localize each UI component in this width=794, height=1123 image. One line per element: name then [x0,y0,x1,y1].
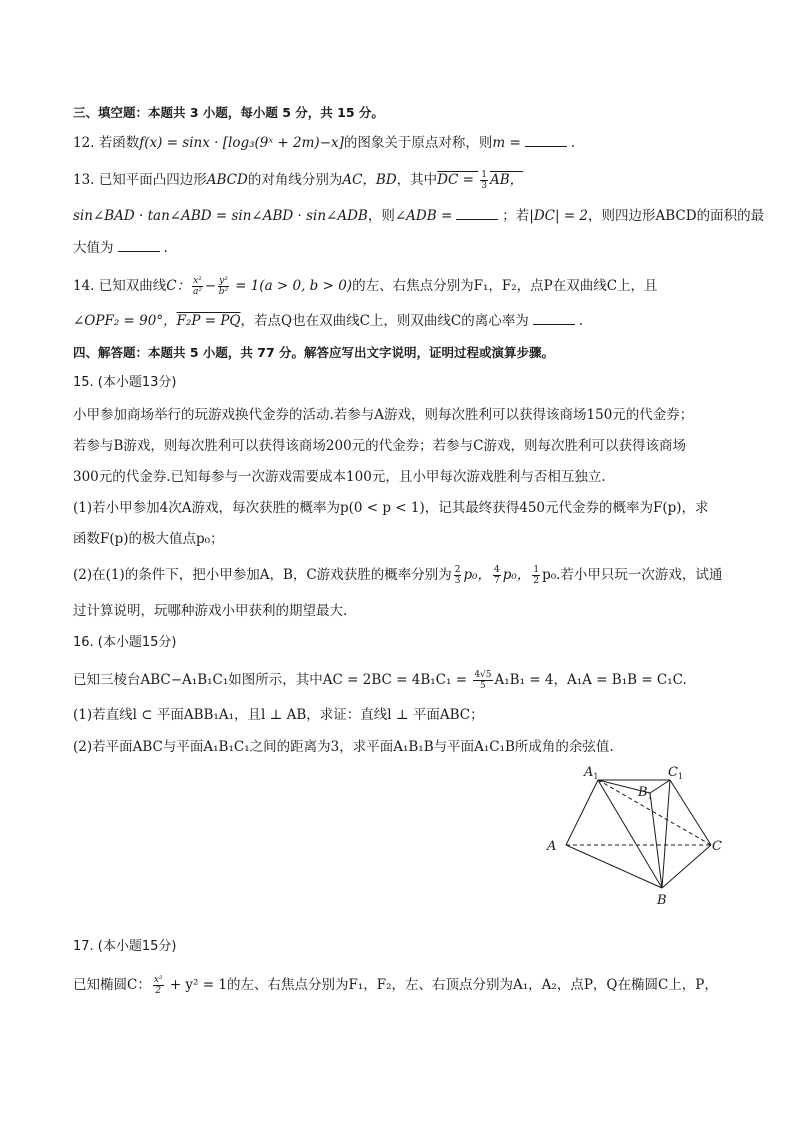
q14-curve: C： [166,278,191,294]
q17-frac-den: 2 [155,986,162,996]
q16-frac-den: 5 [480,681,486,691]
q16-para-1 [73,670,733,691]
q17-frac-num: x² [153,975,163,985]
label-c1: $C_1$ [668,765,684,781]
q15-frac-b-den: 7 [494,576,500,586]
q15-frac-c-den: 2 [533,576,540,586]
q14-prefix: 14. 已知双曲线 [73,278,167,294]
q13-then: ，则 [367,208,395,224]
q13-answer-blank-2 [118,239,160,252]
q15-frac-c [532,565,540,586]
label-b: B [657,893,667,908]
q13-vector-dc: DC = [437,172,479,188]
q12-prefix: 12. 若函数 [73,135,140,151]
q14-text: ，若点Q也在双曲线C上，则双曲线C的离心率为 [240,313,529,329]
q15-para-2: 若参与B游戏，则每次胜利可以获得该商场200元的代金券；若参与C游戏，则每次胜利可以获得该商场 [73,438,687,454]
q12-answer-blank [525,134,567,147]
q13-answer-blank-1 [456,207,498,220]
q15-para-1: 小甲参加商场举行的玩游戏换代金券的活动.若参与A游戏，则每次胜利可以获得该商场150元的代金券； [73,407,694,423]
edge-a1a [566,780,598,845]
question-13-line-1 [73,170,733,191]
q14-frac-x [192,276,203,297]
q15-part-1-cont: 函数F(p)的极大值点p₀； [73,531,224,547]
q17-text-b: + y² = 1的左、右焦点分别为F₁，F₂，左、右顶点分别为A₁，A₂，点P，Q在椭圆C上，P， [165,977,718,993]
question-14-line-2 [73,311,733,331]
q16-fraction [473,670,492,691]
q16-text-a: 已知三棱台ABC−A₁B₁C₁如图所示，其中AC = 2BC = 4B₁C₁ = [73,672,472,688]
q15-frac-a-num: 2 [454,565,461,575]
q12-expression: f(x) = sinx · [log₃(9ˣ + 2m)−x] [139,135,344,151]
q13-mid2: ，其中 [396,172,438,188]
q13-quad: ABCD [206,172,248,188]
q16-part-2: (2)若平面ABC与平面A₁B₁C₁之间的距离为3，求平面A₁B₁B与平面A₁C₁B所成角的余弦值. [73,739,614,755]
q15-frac-b-num: 4 [494,565,500,575]
q12-end: . [570,135,576,151]
q15-pb: p₀， [502,567,531,583]
q17-para-1 [73,975,733,996]
segment-c1b [662,780,670,888]
question-14-line-1: 14. 已知双曲线C： $\frac{\text{x²}}{\text{a²}}$ − $\frac{\text{y²}}{\text{b²}}$ = 1(a > 0, b > 0)的左、右焦点分别为F₁，F₂，点P在双曲线C上，且 [73,276,658,297]
label-b1: $B_1$ [638,785,653,801]
q15-part-2-cont: 过计算说明，玩哪种游戏小甲获利的期望最大. [73,603,348,619]
q13-mid: 的对角线分别为 [247,172,343,188]
q13-condition: |DC| = 2 [529,208,589,224]
q13-vector-ab: AB， [489,172,524,188]
q13-end: . [163,240,168,256]
q15-frac-a [454,565,462,586]
q14-line1-end: 的左、右焦点分别为F₁，F₂，点P在双曲线C上，且 [352,278,658,294]
q15-heading: 15. (本小题13分) [73,375,177,390]
q17-heading: 17. (本小题15分) [73,939,177,954]
q14-angle: ∠OPF₂ = 90°， [73,313,177,329]
q14-y-den: b² [218,287,229,297]
q13-frac-den: 3 [481,181,487,191]
q17-text-a: 已知椭圆C： [73,977,151,993]
section-4-title: 四、解答题：本题共 5 小题，共 77 分。解答应写出文字说明，证明过程或演算步骤。 [73,345,555,360]
q17-fraction [153,975,164,996]
q13-line2-end: ，则四边形ABCD的面积的最 [588,208,765,224]
q14-x-num: x² [193,276,202,286]
edge-bc [662,845,711,888]
q15-frac-a-den: 3 [454,576,461,586]
edge-b1b [650,793,662,888]
q13-diagonals: AC，BD [342,172,397,188]
q14-y-num: y² [219,276,228,286]
edge-b1c1 [650,780,670,793]
q14-frac-y [218,276,229,297]
q14-vectors: F₂P = PQ [176,313,241,329]
edge-ab [566,845,662,888]
q13-frac-num: 1 [481,170,487,180]
q13-equation: sin∠BAD · tan∠ABD = sin∠ABD · sin∠ADB [73,208,368,224]
q12-mid-text: 的图象关于原点对称，则 [343,135,493,151]
frustum-figure [540,758,730,908]
q14-x-den: a² [192,287,202,297]
q16-frac-num: 4√5 [474,670,492,680]
label-a: A [547,839,557,854]
frustum-diagram [540,758,730,908]
q12-variable: m = [492,135,521,151]
section-3-title: 三、填空题：本题共 3 小题，每小题 5 分，共 15 分。 [73,105,384,120]
q15-p2-text: (2)在(1)的条件下，把小甲参加A，B，C游戏获胜的概率分别为 [73,567,452,583]
q15-part-2 [73,565,733,586]
q15-p2-end: p₀.若小甲只玩一次游戏，试通 [542,567,723,583]
q15-frac-c-num: 1 [533,565,540,575]
q13-sep: ；若 [502,208,530,224]
label-c: C [712,839,722,854]
q13-fraction [480,170,488,191]
q13-max-text: 大值为 [73,240,114,256]
q16-text-b: A₁B₁ = 4，A₁A = B₁B = C₁C. [494,672,687,688]
q14-answer-blank [533,312,575,325]
q13-prefix: 13. 已知平面凸四边形 [73,172,207,188]
question-12 [73,133,733,153]
q13-angle: ∠ADB = [394,208,453,224]
question-13-line-2 [73,206,765,226]
edge-c1c [670,780,711,845]
q15-part-1: (1)若小甲参加4次A游戏，每次获胜的概率为p(0 < p < 1)，记其最终获得450元代金券的概率为F(p)，求 [73,500,709,516]
label-a1: $A_1$ [584,765,599,781]
q14-end: . [578,313,584,329]
q14-condition: = 1(a > 0, b > 0) [230,278,353,294]
q15-pa: p₀， [463,567,492,583]
q16-heading: 16. (本小题15分) [73,635,177,650]
q16-part-1: (1)若直线l ⊂ 平面ABB₁A₁，且l ⊥ AB，求证：直线l ⊥ 平面ABC； [73,707,484,723]
q15-frac-b [493,565,501,586]
question-13-line-3 [73,238,733,258]
q15-para-3: 300元的代金券.已知每参与一次游戏需要成本100元，且小甲每次游戏胜利与否相互独立. [73,469,606,485]
